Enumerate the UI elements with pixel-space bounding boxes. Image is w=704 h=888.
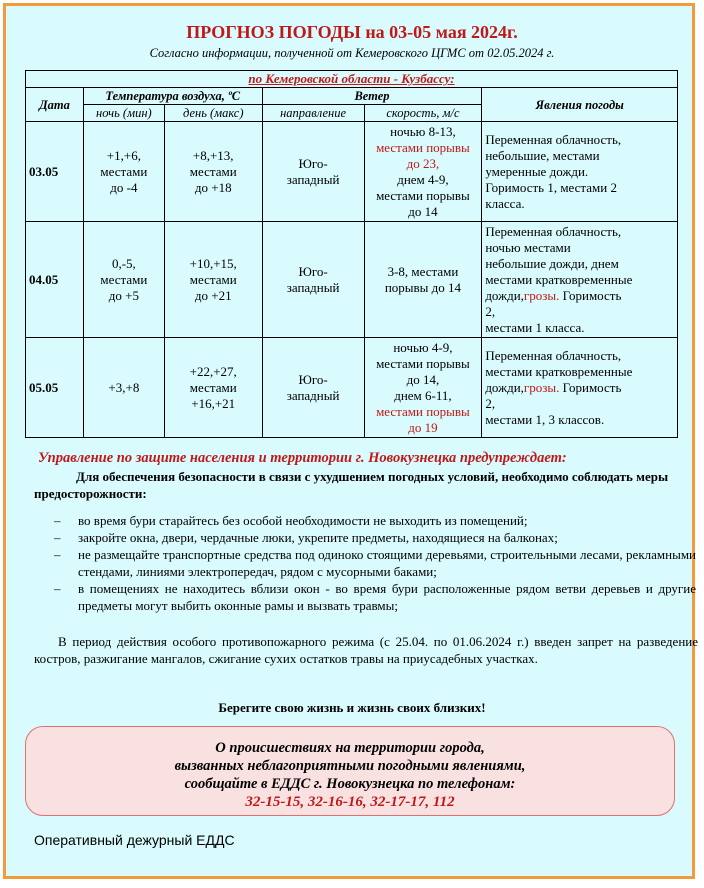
row-day: +10,+15, местами до +21 [164, 222, 262, 338]
phone-numbers: 32-15-15, 32-16-16, 32-17-17, 112 [245, 794, 455, 810]
row-night: +1,+6, местами до -4 [83, 122, 164, 222]
row-direction: Юго- западный [262, 122, 364, 222]
row-day: +22,+27, местами +16,+21 [164, 338, 262, 438]
speed-header: скорость, м/с [364, 105, 482, 122]
direction-header: направление [262, 105, 364, 122]
phenomena-header: Явления погоды [482, 88, 678, 122]
contact-notice: О происшествиях на территории города, вызванных неблагоприятными погодными явлениями, сообщайте в ЕДДС г. Новокузнецка по телефонам: 32-15-15, 32-16-16, 32-17-17, 112 [25, 726, 675, 816]
management-warning: Управление по защите населения и территории г. Новокузнецка предупреждает: [38, 450, 567, 466]
row-date: 03.05 [26, 122, 84, 222]
row-phenomena: Переменная облачность, ночью местами небольшие дожди, днем местами кратковременные дожди,грозы. Горимость 2, местами 1 класса. [482, 222, 678, 338]
table-row [26, 222, 678, 338]
row-date: 05.05 [26, 338, 84, 438]
row-speed: ночью 8-13, местами порывы до 23, днем 4-9, местами порывы до 14 [364, 122, 482, 222]
row-speed: 3-8, местами порывы до 14 [364, 222, 482, 338]
row-direction: Юго- западный [262, 222, 364, 338]
table-row [26, 122, 678, 222]
row-direction: Юго- западный [262, 338, 364, 438]
row-phenomena: Переменная облачность, местами кратковременные дожди,грозы. Горимость 2, местами 1, 3 классов. [482, 338, 678, 438]
list-item: – в помещениях не находитесь вблизи окон - во время бури расположенные рядом ветви деревьев и другие предметы могут выбить оконные рамы и вызвать травмы; [54, 581, 696, 613]
fire-regime-notice: В период действия особого противопожарного режима (с 25.04. по 01.06.2024 г.) введен запрет на разведение костров, разжигание мангалов, сжигание сухих остатков травы на приусадебных участках. [34, 634, 698, 666]
safety-intro: Для обеспечения безопасности в связи с ухудшением погодных условий, необходимо соблюдать меры предосторожности: [34, 469, 669, 501]
day-header: день (макс) [164, 105, 262, 122]
forecast-table [25, 70, 678, 438]
row-night: 0,-5, местами до +5 [83, 222, 164, 338]
list-item: – не размещайте транспортные средства под одиноко стоящими деревьями, строительными лесами, рекламными стендами, линиями электропередач, рядом с мусорными баками; [54, 547, 696, 579]
safety-rules-list [54, 512, 696, 614]
care-slogan: Берегите свою жизнь и жизнь своих близких! [218, 700, 486, 715]
bulletin-frame [3, 3, 698, 879]
duty-officer-signature: Оперативный дежурный ЕДДС [34, 832, 235, 848]
row-speed: ночью 4-9, местами порывы до 14, днем 6-11, местами порывы до 19 [364, 338, 482, 438]
row-day: +8,+13, местами до +18 [164, 122, 262, 222]
source-note: Согласно информации, полученной от Кемеровского ЦГМС от 02.05.2024 г. [149, 46, 555, 60]
page-title: ПРОГНОЗ ПОГОДЫ на 03-05 мая 2024г. [186, 22, 518, 42]
row-phenomena: Переменная облачность, небольшие, местами умеренные дожди. Горимость 1, местами 2 класса. [482, 122, 678, 222]
list-item: – закройте окна, двери, чердачные люки, укрепите предметы, находящиеся на балконах; [54, 530, 558, 545]
date-header: Дата [26, 88, 84, 122]
temperature-header: Температура воздуха, ºС [83, 88, 262, 105]
region-header: по Кемеровской области - Кузбассу: [26, 71, 678, 88]
row-date: 04.05 [26, 222, 84, 338]
row-night: +3,+8 [83, 338, 164, 438]
wind-header: Ветер [262, 88, 482, 105]
list-item: – во время бури старайтесь без особой необходимости не выходить из помещений; [54, 513, 528, 528]
night-header: ночь (мин) [83, 105, 164, 122]
table-row [26, 338, 678, 438]
